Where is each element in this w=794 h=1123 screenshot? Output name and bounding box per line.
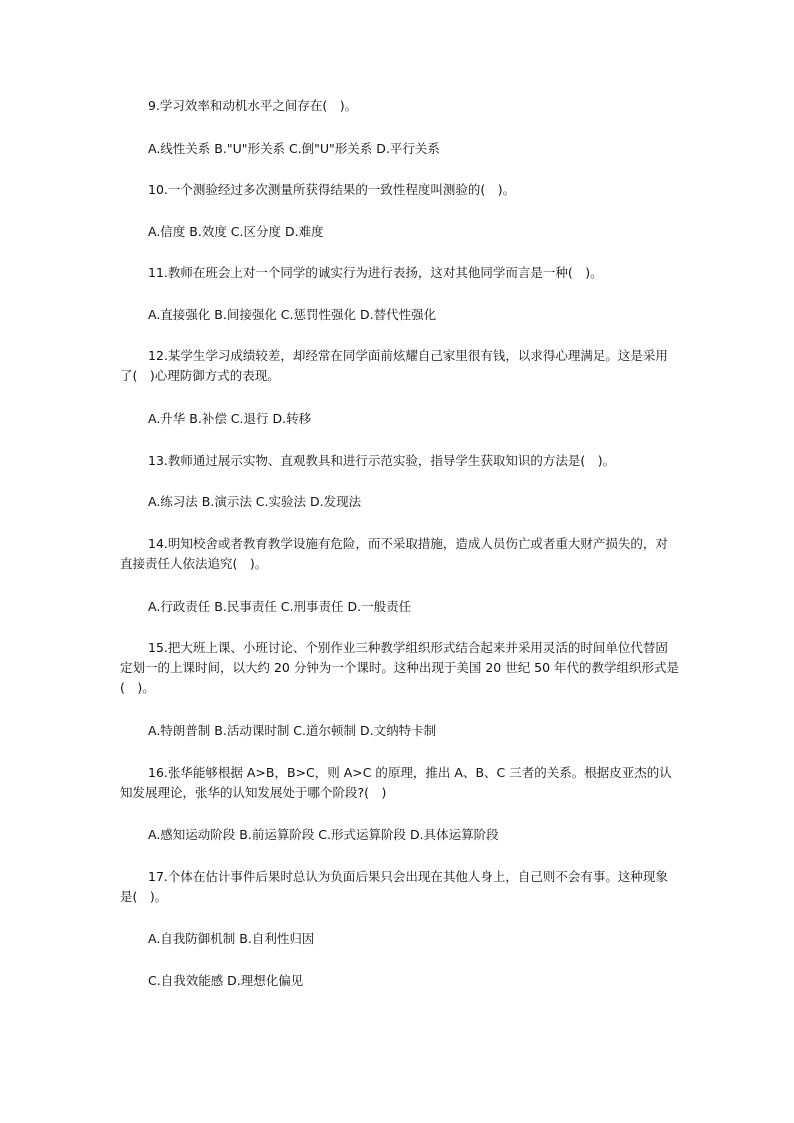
question-9-options: A.线性关系 B."U"形关系 C.倒"U"形关系 D.平行关系 (148, 141, 440, 156)
question-17: 17.个体在估计事件后果时总认为负面后果只会出现在其他人身上，自己则不会有事。这种现象是( )。 (120, 869, 668, 904)
question-13: 13.教师通过展示实物、直观教具和进行示范实验，指导学生获取知识的方法是( )。 (148, 453, 616, 468)
question-17-options-cd: C.自我效能感 D.理想化偏见 (148, 973, 304, 988)
question-12-options: A.升华 B.补偿 C.退行 D.转移 (148, 411, 312, 426)
question-14: 14.明知校舍或者教育教学设施有危险，而不采取措施，造成人员伤亡或者重大财产损失的，对直接责任人依法追究( )。 (120, 536, 668, 571)
question-14-options: A.行政责任 B.民事责任 C.刑事责任 D.一般责任 (148, 599, 412, 614)
question-16-options: A.感知运动阶段 B.前运算阶段 C.形式运算阶段 D.具体运算阶段 (148, 827, 499, 842)
question-11: 11.教师在班会上对一个同学的诚实行为进行表扬，这对其他同学而言是一种( )。 (148, 265, 603, 280)
question-16: 16.张华能够根据 A>B，B>C，则 A>C 的原理，推出 A、B、C 三者的关系。根据皮亚杰的认知发展理论，张华的认知发展处于哪个阶段?( ) (120, 765, 672, 800)
question-11-options: A.直接强化 B.间接强化 C.惩罚性强化 D.替代性强化 (148, 307, 437, 322)
question-15: 15.把大班上课、小班讨论、个别作业三种教学组织形式结合起来并采用灵活的时间单位代替固定划一的上课时间，以大约 20 分钟为一个课时。这种出现于美国 20 世纪 50 年代的教学组织形式是( )。 (120, 640, 680, 695)
question-12: 12.某学生学习成绩较差，却经常在同学面前炫耀自己家里很有钱，以求得心理满足。这是采用了( )心理防御方式的表现。 (120, 348, 668, 383)
question-17-options-ab: A.自我防御机制 B.自利性归因 (148, 931, 315, 946)
question-15-options: A.特朗普制 B.活动课时制 C.道尔顿制 D.文纳特卡制 (148, 723, 437, 738)
question-10-options: A.信度 B.效度 C.区分度 D.难度 (148, 224, 324, 239)
question-10: 10.一个测验经过多次测量所获得结果的一致性程度叫测验的( )。 (148, 182, 516, 197)
question-13-options: A.练习法 B.演示法 C.实验法 D.发现法 (148, 494, 362, 509)
question-9: 9.学习效率和动机水平之间存在( )。 (148, 98, 358, 113)
